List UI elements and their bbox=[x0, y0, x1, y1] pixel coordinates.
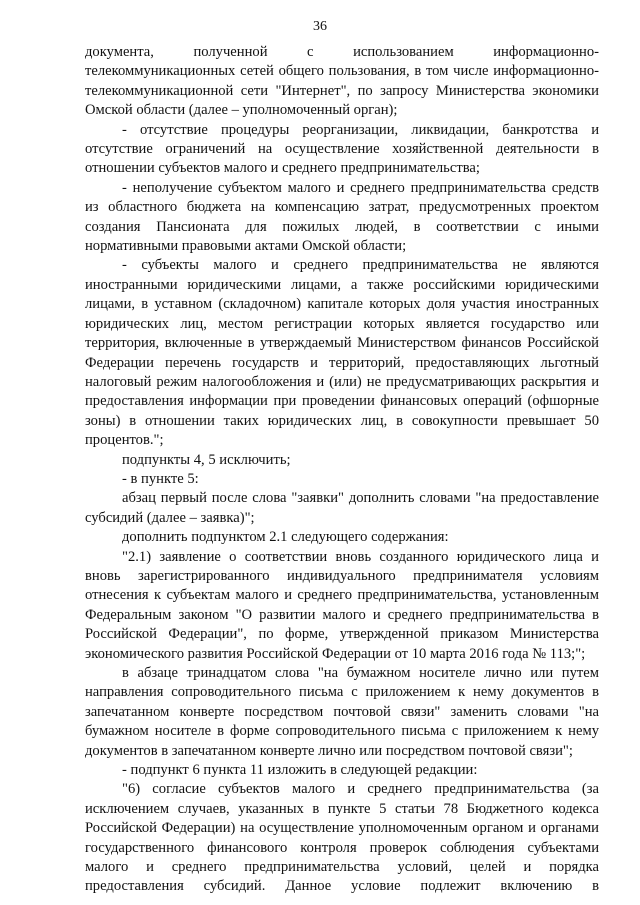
paragraph: абзац первый после слова "заявки" дополнить словами "на предоставление субсидий (далее – заявка)"; bbox=[85, 490, 599, 526]
paragraph: - неполучение субъектом малого и среднего предпринимательства средств из областного бюджета на компенсацию затрат, предусмотренных проектом создания Пансионата для пожилых людей, в соответствии с иными нормативными правовыми актами Омской области; bbox=[85, 179, 599, 255]
paragraph: документа, полученной с использованием информационно-телекоммуникационных сетей общего пользования, в том числе информационно-телекоммуникационной сети "Интернет", по запросу Министерства экономики Омской области (далее – уполномоченный орган); bbox=[85, 44, 599, 119]
page-number: 36 bbox=[313, 19, 327, 34]
paragraph: в абзаце тринадцатом слова "на бумажном носителе лично или путем направления сопроводительного письма с приложением к нему документов в запечатанном конверте посредством почтовой связи" заменить словами "на бумажном носителе в форме сопроводительного письма с приложением к нему документов в запечатанном конверте лично или посредством почтовой связи"; bbox=[85, 665, 599, 759]
paragraph: - в пункте 5: bbox=[122, 470, 199, 487]
document-body bbox=[85, 43, 599, 897]
paragraph: - субъекты малого и среднего предпринимательства не являются иностранными юридическими лицами, а также российскими юридическими лицами, в уставном (складочном) капитале которых доля участия иностранных юридических лиц, местом регистрации которых является государство или территория, включенные в утверждаемый Министерством финансов Российской Федерации перечень государств и территорий, предоставляющих льготный налоговый режим налогообложения и (или) не предусматривающих раскрытия и предоставления информации при проведении финансовых операций (офшорные зоны) в отношении таких юридических лиц, в совокупности превышает 50 процентов."; bbox=[85, 257, 599, 449]
paragraph: - отсутствие процедуры реорганизации, ликвидации, банкротства и отсутствие ограничений на осуществление хозяйственной деятельности в отношении субъектов малого и среднего предпринимательства; bbox=[85, 121, 599, 177]
paragraph: "2.1) заявление о соответствии вновь созданного юридического лица и вновь зарегистрированного индивидуального предпринимателя условиям отнесения к субъектам малого и среднего предпринимательства, установленным Федеральным законом "О развитии малого и среднего предпринимательства в Российской Федерации", по форме, утвержденной приказом Министерства экономического развития Российской Федерации от 10 марта 2016 года № 113;"; bbox=[85, 548, 599, 662]
paragraph: - подпункт 6 пункта 11 изложить в следующей редакции: bbox=[122, 762, 478, 779]
paragraph: дополнить подпунктом 2.1 следующего содержания: bbox=[122, 529, 449, 546]
paragraph: подпункты 4, 5 исключить; bbox=[122, 451, 291, 468]
paragraph: "6) согласие субъектов малого и среднего предпринимательства (за исключением случаев, указанных в пункте 5 статьи 78 Бюджетного кодекса Российской Федерации) на осуществление уполномоченным органом и органами государственного финансового контроля проверок соблюдения субъектами малого и среднего предпринимательства условий, целей и порядка предоставления субсидий. Данное условие подлежит включению в bbox=[85, 781, 599, 895]
